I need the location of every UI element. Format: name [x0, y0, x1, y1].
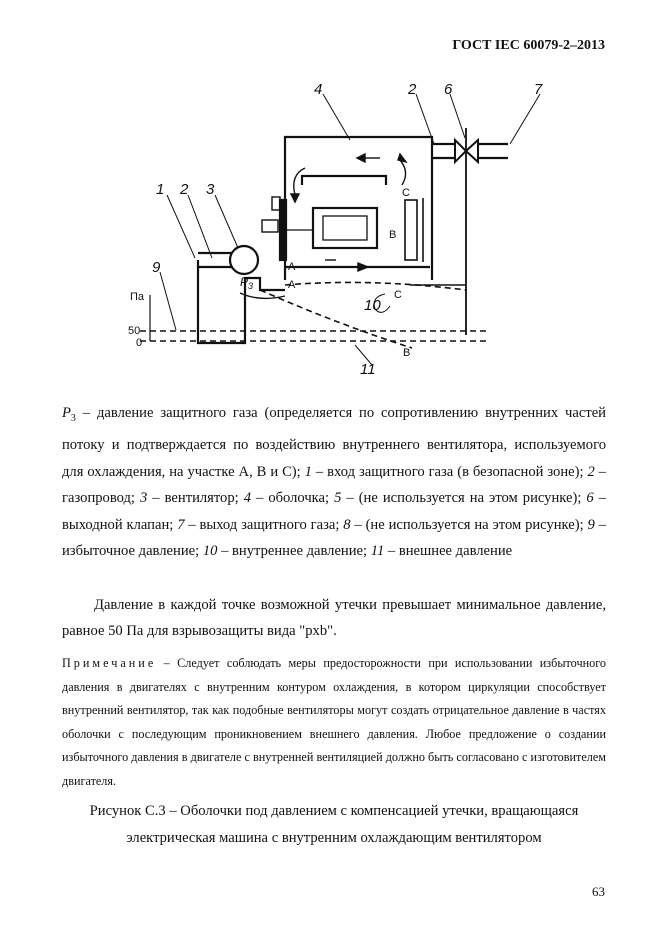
diagram-svg: [110, 80, 550, 380]
label-4: 4: [314, 81, 323, 98]
point-c-lower: C: [394, 289, 402, 301]
note-text: – Следует соблюдать меры предосторожности при использовании избыточного давления в двигателях с внутренним контуром охлаждения, в котором циркуляции способствует внутренний вентилятор, так как подобные вентиляторы могут создать отрицательное давление в частях оболочки с последующим проникновением внешнего давления. Любое предложение о создании избыточного давления в двигателе с внутренней вентиляцией должно быть согласовано с изготовителем двигателя.: [62, 656, 606, 788]
figure-caption: [62, 798, 606, 852]
caption-line-1: Рисунок С.3 – Оболочки под давлением с компенсацией утечки, вращающаяся: [89, 803, 579, 819]
legend-p3-text: – давление защитного газа (определяется по сопротивлению внутренних частей потоку и подтверждается по воздействию внутреннего вентилятора, используемого для охлаждения, на участке А, В и С);: [62, 405, 606, 480]
label-2-outlet: 2: [408, 81, 417, 98]
enclosure-outline: [198, 128, 508, 343]
legend-text-7: – выход защитного газа;: [184, 516, 344, 533]
legend-index-4: 4: [243, 490, 252, 507]
legend-text-4: – оболочка;: [251, 490, 335, 507]
legend-text-1: – вход защитного газа (в безопасной зоне);: [311, 463, 588, 480]
legend-index-11: 11: [370, 543, 385, 560]
caption-line-2: электрическая машина с внутренним охлаждающим вентилятором: [126, 830, 542, 846]
label-9: 9: [152, 259, 161, 276]
legend-index-2: 2: [587, 463, 595, 480]
legend-index-8: 8: [343, 516, 351, 533]
point-a-lower: A: [288, 279, 296, 291]
legend-p3-sub: 3: [70, 412, 76, 424]
legend-index-1: 1: [304, 463, 312, 480]
legend-text-2: – газопровод;: [62, 463, 606, 507]
legend-index-3: 3: [140, 490, 148, 507]
label-11: 11: [360, 361, 376, 378]
point-c-upper: C: [402, 187, 410, 199]
figure-diagram: [110, 80, 550, 380]
unit-pa: Па: [130, 291, 145, 303]
label-p3: $P_3$: [240, 275, 254, 291]
pressure-lines: [140, 282, 490, 348]
point-b-upper: B: [389, 229, 397, 241]
leader-lines: [160, 94, 540, 365]
page-number: 63: [592, 884, 605, 899]
legend-index-5: 5: [334, 490, 342, 507]
legend-text-8: – (не используется на этом рисунке);: [350, 516, 588, 533]
label-3: 3: [206, 181, 215, 198]
label-10: 10: [364, 297, 381, 314]
label-1: 1: [156, 181, 165, 198]
tick-0: 0: [136, 337, 143, 349]
flow-arrows: [291, 154, 406, 271]
point-b-lower: B: [403, 347, 411, 359]
label-2-inlet: 2: [180, 181, 189, 198]
legend-index-6: 6: [586, 490, 594, 507]
note-block: [62, 652, 606, 793]
tick-50: 50: [128, 325, 141, 337]
legend-text-3: – вентилятор;: [147, 490, 244, 507]
legend-index-9: 9: [587, 516, 595, 533]
legend-p3: P: [62, 405, 71, 421]
figure-legend: [62, 400, 606, 565]
legend-text-11: – внешнее давление: [384, 543, 513, 560]
legend-text-5: – (не используется на этом рисунке);: [341, 490, 587, 507]
body-paragraph: Давление в каждой точке возможной утечки превышает минимальное давление, равное 50 Па для взрывозащиты вида "pxb".: [62, 597, 606, 639]
legend-text-9: – избыточное давление;: [62, 516, 606, 560]
legend-text-6: – выходной клапан;: [62, 490, 606, 533]
note-title: Примечание: [62, 656, 157, 670]
legend-index-10: 10: [202, 543, 218, 560]
legend-index-7: 7: [177, 516, 185, 533]
legend-text-10: – внутреннее давление;: [217, 543, 371, 560]
point-a-upper: A: [288, 261, 296, 273]
label-7: 7: [534, 81, 543, 98]
label-6: 6: [444, 81, 453, 98]
document-header: ГОСТ IEC 60079-2–2013: [452, 38, 605, 53]
